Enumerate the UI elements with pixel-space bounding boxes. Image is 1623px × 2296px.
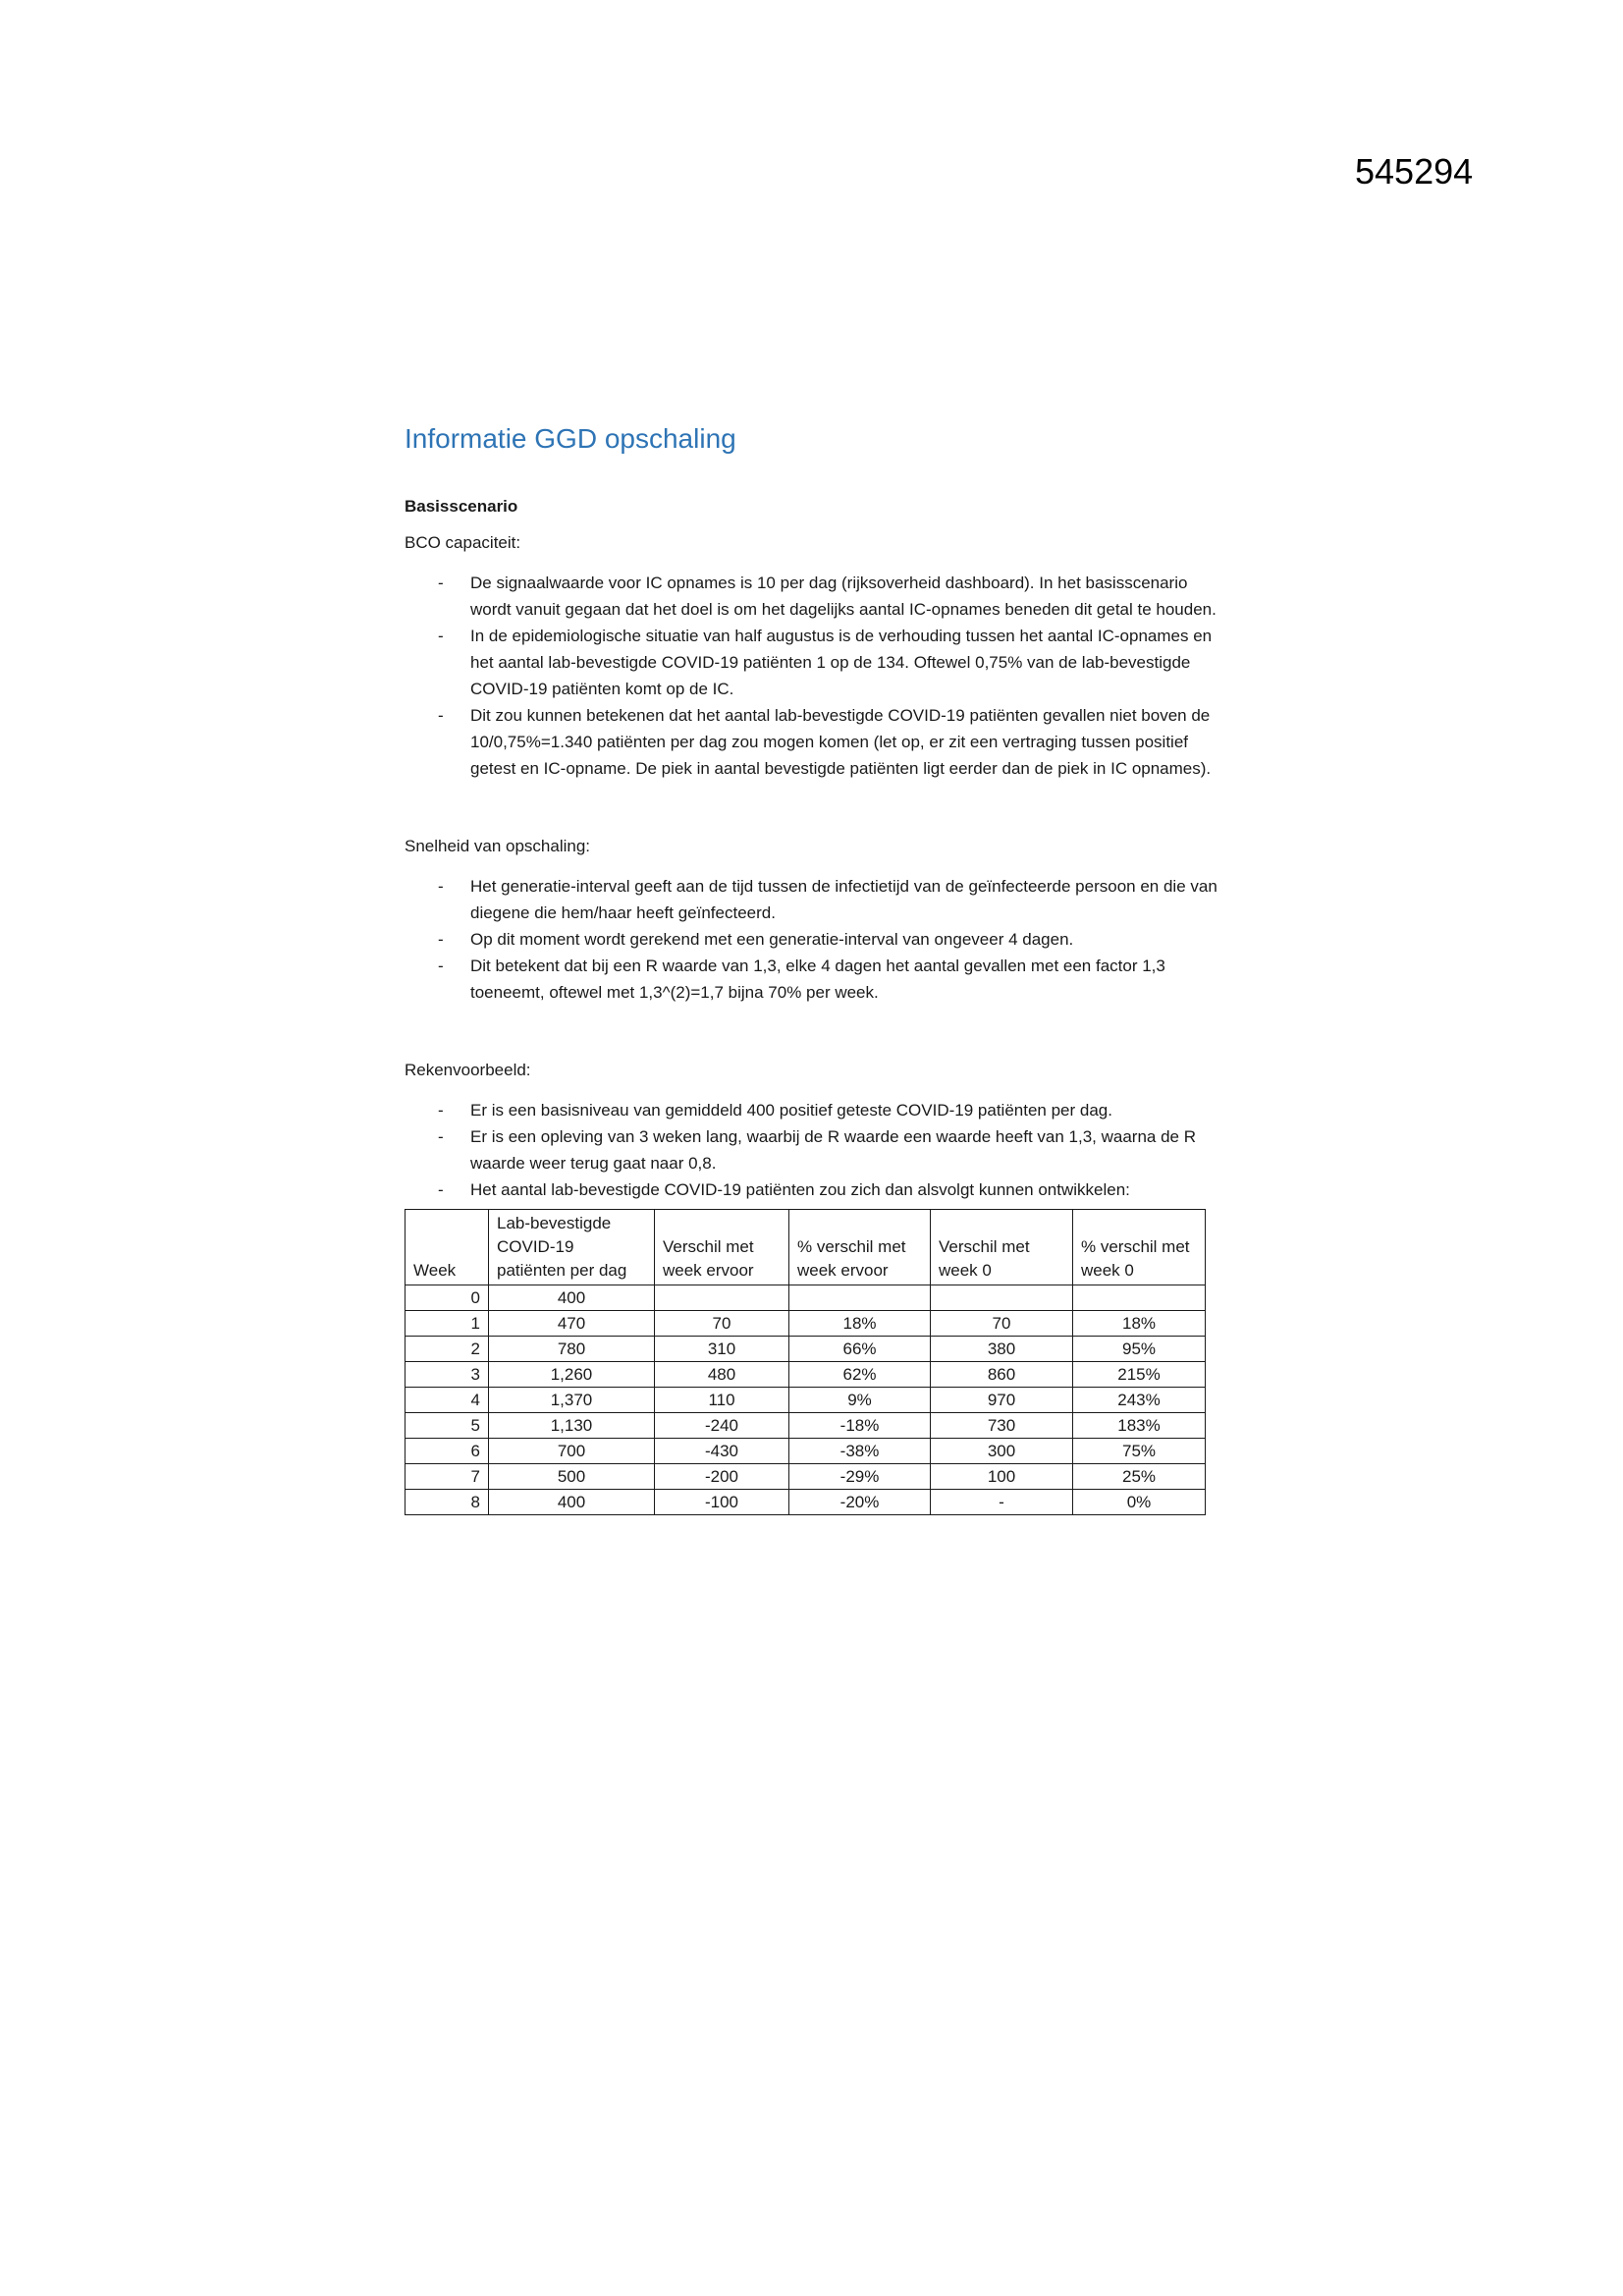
cell-pct-prev-week: -20% [789,1490,931,1515]
table-row [406,1464,1206,1490]
cell-diff-prev-week: 70 [655,1311,789,1337]
table-row [406,1285,1206,1311]
cell-lab-confirmed: 1,260 [489,1362,655,1388]
table-row [406,1362,1206,1388]
cell-week: 5 [406,1413,489,1439]
table-row [406,1388,1206,1413]
cell-pct-week0: 243% [1073,1388,1206,1413]
cell-pct-prev-week: 9% [789,1388,931,1413]
cell-pct-week0 [1073,1285,1206,1311]
list-item [405,623,1229,702]
bco-capacity-label: BCO capaciteit: [405,533,521,552]
cell-diff-prev-week: 310 [655,1337,789,1362]
cell-lab-confirmed: 1,130 [489,1413,655,1439]
cell-diff-prev-week: -200 [655,1464,789,1490]
cell-diff-prev-week: -100 [655,1490,789,1515]
table-row [406,1490,1206,1515]
header-diff-week0: Verschil met week 0 [931,1210,1073,1285]
cell-week: 2 [406,1337,489,1362]
list-item-text: Er is een basisniveau van gemiddeld 400 positief geteste COVID-19 patiënten per dag. [470,1101,1112,1120]
list-item-text: Dit zou kunnen betekenen dat het aantal lab-bevestigde COVID-19 patiënten gevallen niet boven de 10/0,75%=1.340 patiënten per dag zou mogen komen (let op, er zit een vertraging tussen positief getest en IC-opname. De piek in aantal bevestigde patiënten ligt eerder dan de piek in IC opnames). [470,706,1212,778]
cell-diff-week0: - [931,1490,1073,1515]
header-week: Week [406,1210,489,1285]
cell-lab-confirmed: 470 [489,1311,655,1337]
dash-bullet-icon: - [438,627,444,645]
list-item-text: Er is een opleving van 3 weken lang, waarbij de R waarde een waarde heeft van 1,3, waarna de R waarde weer terug gaat naar 0,8. [470,1127,1197,1173]
dash-bullet-icon: - [438,877,444,896]
header-lab-confirmed: Lab-bevestigde COVID-19 patiënten per dag [489,1210,655,1285]
covid-projection-table [405,1209,1206,1515]
cell-diff-week0: 860 [931,1362,1073,1388]
list-item [405,570,1229,623]
dash-bullet-icon: - [438,930,444,949]
section-heading-basisscenario: Basisscenario [405,497,518,516]
cell-week: 3 [406,1362,489,1388]
list-item [405,1123,1229,1176]
cell-pct-week0: 95% [1073,1337,1206,1362]
list-item [405,1176,1229,1203]
cell-week: 0 [406,1285,489,1311]
dash-bullet-icon: - [438,706,444,725]
cell-pct-prev-week: 18% [789,1311,931,1337]
cell-pct-prev-week: -29% [789,1464,931,1490]
cell-pct-week0: 183% [1073,1413,1206,1439]
list-item-text: De signaalwaarde voor IC opnames is 10 per dag (rijksoverheid dashboard). In het basisscenario wordt vanuit gegaan dat het doel is om het dagelijks aantal IC-opnames beneden dit getal te houden. [470,574,1217,619]
list-item-text: Op dit moment wordt gerekend met een generatie-interval van ongeveer 4 dagen. [470,930,1074,949]
table-body [406,1285,1206,1515]
list-item [405,953,1229,1006]
table-row [406,1337,1206,1362]
cell-lab-confirmed: 400 [489,1285,655,1311]
cell-lab-confirmed: 780 [489,1337,655,1362]
list-item-text: Het aantal lab-bevestigde COVID-19 patiënten zou zich dan alsvolgt kunnen ontwikkelen: [470,1180,1130,1199]
dash-bullet-icon: - [438,574,444,592]
cell-diff-prev-week: -240 [655,1413,789,1439]
list-item-text: In de epidemiologische situatie van half augustus is de verhouding tussen het aantal IC-opnames en het aantal lab-bevestigde COVID-19 patiënten 1 op de 134. Oftewel 0,75% van de lab-bevestigde COVID-19 patiënten komt op de IC. [470,627,1213,698]
cell-pct-prev-week: -18% [789,1413,931,1439]
cell-diff-week0: 380 [931,1337,1073,1362]
document-body [405,422,1229,1515]
snelheid-list [405,873,1229,1006]
basisscenario-list [405,570,1229,782]
table-header-row [406,1210,1206,1285]
table-row [406,1439,1206,1464]
cell-diff-week0: 70 [931,1311,1073,1337]
table-row [406,1413,1206,1439]
list-item-text: Het generatie-interval geeft aan de tijd tussen de infectietijd van de geïnfecteerde persoon en die van diegene die hem/haar heeft geïnfecteerd. [470,877,1217,922]
cell-diff-week0: 300 [931,1439,1073,1464]
cell-pct-prev-week: 62% [789,1362,931,1388]
cell-diff-prev-week: 480 [655,1362,789,1388]
cell-week: 6 [406,1439,489,1464]
cell-pct-prev-week: 66% [789,1337,931,1362]
rekenvoorbeeld-list [405,1097,1229,1203]
cell-pct-prev-week: -38% [789,1439,931,1464]
cell-lab-confirmed: 500 [489,1464,655,1490]
list-item-text: Dit betekent dat bij een R waarde van 1,3, elke 4 dagen het aantal gevallen met een factor 1,3 toeneemt, oftewel met 1,3^(2)=1,7 bijna 70% per week. [470,957,1165,1002]
table-row [406,1311,1206,1337]
list-item [405,702,1229,782]
cell-week: 7 [406,1464,489,1490]
list-item [405,873,1229,926]
list-item [405,1097,1229,1123]
cell-diff-prev-week: 110 [655,1388,789,1413]
cell-pct-prev-week [789,1285,931,1311]
dash-bullet-icon: - [438,1101,444,1120]
cell-diff-week0: 100 [931,1464,1073,1490]
cell-pct-week0: 215% [1073,1362,1206,1388]
document-id: 545294 [1355,151,1474,191]
cell-diff-prev-week: -430 [655,1439,789,1464]
header-pct-week0: % verschil met week 0 [1073,1210,1206,1285]
header-pct-prev-week: % verschil met week ervoor [789,1210,931,1285]
cell-pct-week0: 0% [1073,1490,1206,1515]
snelheid-label: Snelheid van opschaling: [405,837,591,855]
cell-diff-week0 [931,1285,1073,1311]
cell-pct-week0: 75% [1073,1439,1206,1464]
list-item [405,926,1229,953]
dash-bullet-icon: - [438,1180,444,1199]
header-diff-prev-week: Verschil met week ervoor [655,1210,789,1285]
cell-week: 1 [406,1311,489,1337]
cell-diff-prev-week [655,1285,789,1311]
cell-lab-confirmed: 1,370 [489,1388,655,1413]
cell-diff-week0: 730 [931,1413,1073,1439]
dash-bullet-icon: - [438,1127,444,1146]
cell-lab-confirmed: 700 [489,1439,655,1464]
cell-lab-confirmed: 400 [489,1490,655,1515]
cell-week: 4 [406,1388,489,1413]
cell-pct-week0: 25% [1073,1464,1206,1490]
rekenvoorbeeld-label: Rekenvoorbeeld: [405,1061,531,1079]
cell-pct-week0: 18% [1073,1311,1206,1337]
cell-week: 8 [406,1490,489,1515]
dash-bullet-icon: - [438,957,444,975]
cell-diff-week0: 970 [931,1388,1073,1413]
page-title: Informatie GGD opschaling [405,423,736,454]
